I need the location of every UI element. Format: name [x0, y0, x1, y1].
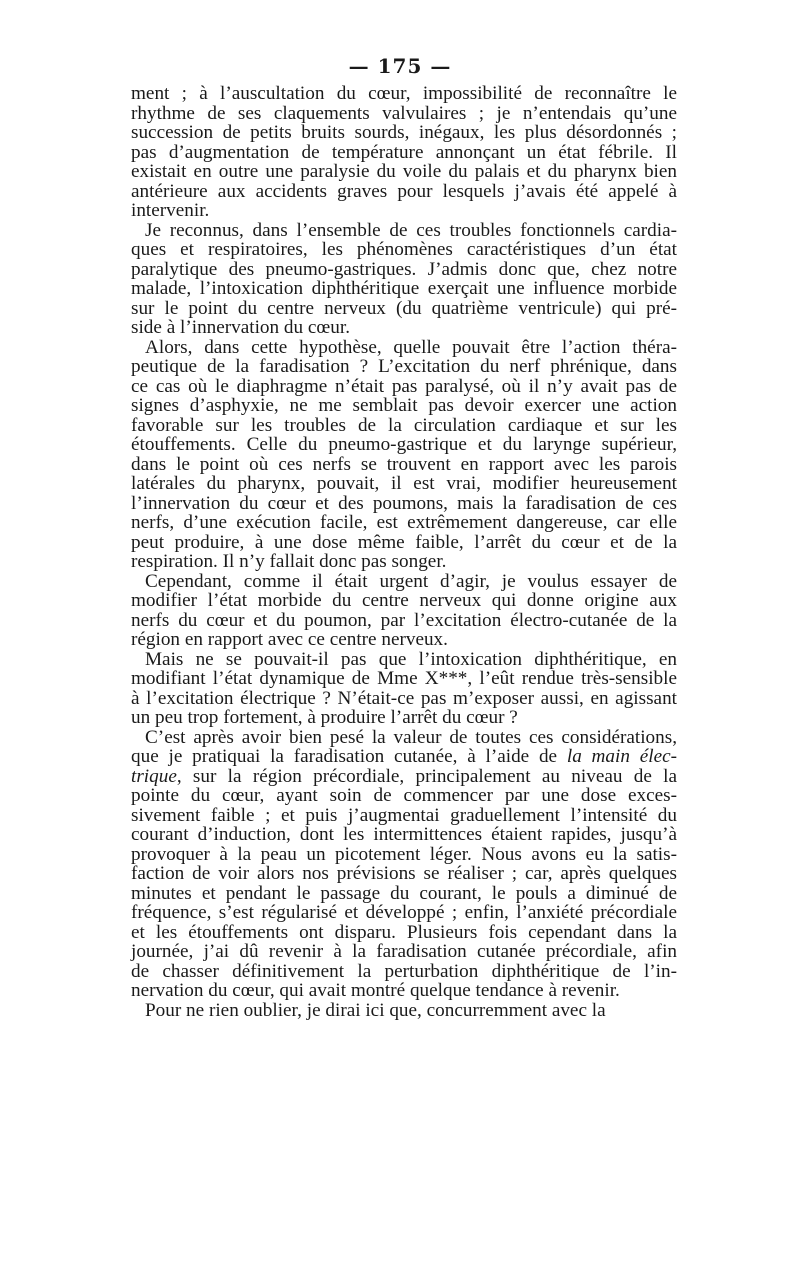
text-line: [131, 84, 677, 104]
paragraph: [131, 84, 677, 221]
text-line: [131, 318, 677, 338]
line-text: pas d’augmentation de température annonçant un état fébrile. Il: [131, 141, 677, 163]
text-line: [131, 591, 677, 611]
text-line: [131, 825, 677, 845]
line-text: sivement faible ; et puis j’augmentai graduellement l’intensité du: [131, 804, 677, 826]
line-text: existait en outre une paralysie du voile du palais et du pharynx bien: [131, 161, 677, 182]
line-text: C’est après avoir bien pesé la valeur de toutes ces considérations,: [145, 726, 677, 748]
text-line: [131, 533, 677, 553]
text-line: [131, 299, 677, 319]
line-text: peut produire, à une dose même faible, l’arrêt du cœur et de la: [131, 531, 677, 553]
text-line: [131, 221, 677, 241]
text-line: [131, 708, 677, 728]
text-line: [131, 416, 677, 436]
text-line: [131, 494, 677, 514]
paragraph: [131, 1001, 677, 1021]
line-text: Cependant, comme il était urgent d’agir, je voulus essayer de: [145, 570, 677, 592]
text-line: [131, 123, 677, 143]
text-line: [131, 981, 677, 1001]
line-text: l’innervation du cœur et des poumons, mais la faradisation de ces: [131, 492, 677, 514]
line-text: succession de petits bruits sourds, inégaux, les plus désordonnés ;: [131, 122, 677, 143]
line-text: faction de voir alors nos prévisions se réaliser ; car, après quelques: [131, 863, 677, 884]
line-text: latérales du pharynx, pouvait, il est vrai, modifier heureusement: [131, 473, 677, 494]
line-text: nervation du cœur, qui avait montré quelque tendance à revenir.: [131, 980, 620, 1001]
text-line: [131, 786, 677, 806]
paragraph: [131, 572, 677, 650]
line-text: pointe du cœur, ayant soin de commencer par une dose exces-: [131, 785, 677, 806]
text-line: [131, 338, 677, 358]
text-line: [131, 923, 677, 943]
line-text: malade, l’intoxication diphthéritique exerçait une influence morbide: [131, 278, 677, 299]
line-text: étouffements. Celle du pneumo-gastrique et du larynge supérieur,: [131, 434, 677, 455]
text-line: [131, 182, 677, 202]
text-line: [131, 669, 677, 689]
page-number: — 175 —: [348, 54, 452, 78]
text-line: [131, 201, 677, 221]
line-text: à l’excitation électrique ? N’était-ce pas m’exposer aussi, en agissant: [131, 687, 677, 709]
line-text: intervenir.: [131, 200, 210, 221]
text-line: [131, 650, 677, 670]
line-text: ment ; à l’auscultation du cœur, impossibilité de reconnaître le: [131, 83, 677, 104]
line-text: dans le point où ces nerfs se trouvent en rapport avec les parois: [131, 453, 677, 475]
text-line: [131, 728, 677, 748]
italic-text: trique: [131, 765, 177, 787]
text-line: [131, 162, 677, 182]
text-line: [131, 806, 677, 826]
text-line: [131, 552, 677, 572]
line-text: side à l’innervation du cœur.: [131, 317, 350, 338]
paragraph: [131, 338, 677, 572]
line-text: courant d’induction, dont les intermittences étaient rapides, jusqu’à: [131, 824, 677, 845]
line-text: provoquer à la peau un picotement léger. Nous avons eu la satis-: [131, 843, 677, 865]
text-line: [131, 455, 677, 475]
line-text: Je reconnus, dans l’ensemble de ces troubles fonctionnels cardia-: [145, 219, 677, 241]
line-text: Mais ne se pouvait-il pas que l’intoxication diphthéritique, en: [145, 648, 677, 670]
line-text: modifier l’état morbide du centre nerveux qui donne origine aux: [131, 590, 677, 611]
line-text: modifiant l’état dynamique de Mme X***, l’eût rendue très-sensible: [131, 668, 677, 689]
text-line: [131, 260, 677, 280]
line-text: Pour ne rien oublier, je dirai ici que, concurremment avec la: [145, 999, 606, 1021]
text-line: [131, 377, 677, 397]
paragraph: [131, 728, 677, 1001]
line-text: favorable sur les troubles de la circulation cardiaque et sur les: [131, 414, 677, 436]
text-line: [131, 240, 677, 260]
line-text: rhythme de ses claquements valvulaires ; je n’entendais qu’une: [131, 102, 677, 124]
line-text: journée, j’ai dû revenir à la faradisation cutanée précordiale, afin: [131, 941, 677, 962]
line-text: un peu trop fortement, à produire l’arrêt du cœur ?: [131, 707, 518, 728]
line-text: nerfs, d’une exécution facile, est extrêmement dangereuse, car elle: [131, 512, 677, 533]
line-text: fréquence, s’est régularisé et développé ; enfin, l’anxiété précordiale: [131, 902, 677, 923]
text-line: [131, 903, 677, 923]
text-line: [131, 884, 677, 904]
line-text: , sur la région précordiale, principalement au niveau de la: [176, 765, 677, 787]
paragraph: [131, 650, 677, 728]
text-line: [131, 474, 677, 494]
line-text: région en rapport avec ce centre nerveux.: [131, 629, 448, 650]
text-line: [131, 689, 677, 709]
line-text: que je pratiquai la faradisation cutanée, à l’aide de: [131, 746, 567, 767]
text-line: [131, 357, 677, 377]
text-line: [131, 942, 677, 962]
line-text: minutes et pendant le passage du courant, le pouls a diminué de: [131, 882, 677, 904]
text-line: [131, 845, 677, 865]
line-text: antérieure aux accidents graves pour lesquels j’avais été appelé à: [131, 180, 677, 202]
line-text: signes d’asphyxie, ne me semblait pas devoir exercer une action: [131, 395, 677, 416]
line-text: ques et respiratoires, les phénomènes caractéristiques d’un état: [131, 239, 677, 260]
text-line: [131, 396, 677, 416]
italic-text: la main élec-: [566, 746, 677, 767]
text-line: [131, 572, 677, 592]
text-line: [131, 767, 677, 787]
text-line: [131, 747, 677, 767]
text-line: [131, 630, 677, 650]
text-line: [131, 1001, 677, 1021]
text-line: [131, 962, 677, 982]
line-text: peutique de la faradisation ? L’excitation du nerf phrénique, dans: [131, 356, 677, 377]
text-line: [131, 611, 677, 631]
text-line: [131, 143, 677, 163]
text-line: [131, 279, 677, 299]
line-text: Alors, dans cette hypothèse, quelle pouvait être l’action théra-: [145, 336, 677, 358]
paragraph: [131, 221, 677, 338]
body-text: [131, 84, 677, 1020]
text-line: [131, 104, 677, 124]
text-line: [131, 435, 677, 455]
text-line: [131, 864, 677, 884]
line-text: et les étouffements ont disparu. Plusieurs fois cependant dans la: [131, 921, 677, 943]
line-text: de chasser définitivement la perturbation diphthéritique de l’in-: [131, 960, 677, 982]
text-line: [131, 513, 677, 533]
line-text: nerfs du cœur et du poumon, par l’excitation électro-cutanée de la: [131, 609, 677, 631]
line-text: paralytique des pneumo-gastriques. J’admis donc que, chez notre: [131, 258, 677, 280]
line-text: ce cas où le diaphragme n’était pas paralysé, où il n’y avait pas de: [131, 375, 677, 397]
line-text: respiration. Il n’y fallait donc pas songer.: [131, 551, 447, 572]
line-text: sur le point du centre nerveux (du quatrième ventricule) qui pré-: [131, 297, 677, 319]
